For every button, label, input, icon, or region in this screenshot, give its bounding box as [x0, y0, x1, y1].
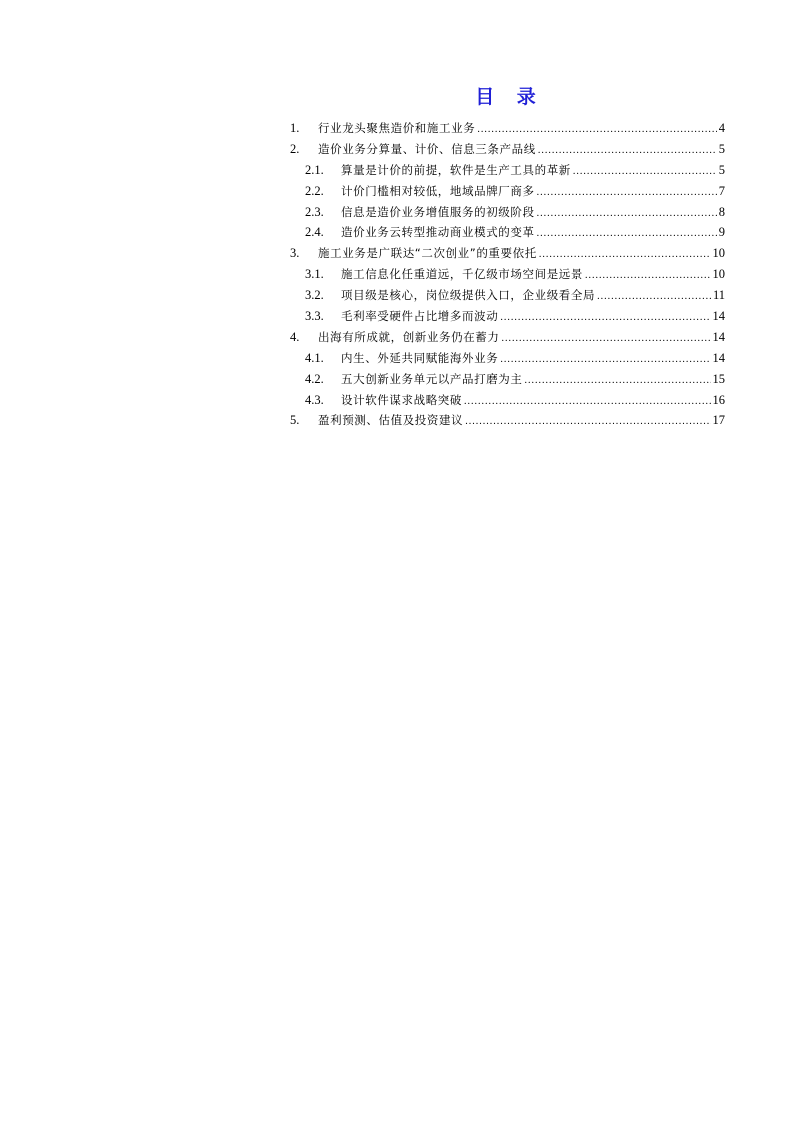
toc-dot-leader [537, 204, 717, 225]
toc-entry-title: 出海有所成就，创新业务仍在蓄力 [318, 329, 500, 344]
toc-entry-page: 14 [712, 309, 725, 324]
toc-dot-leader [597, 287, 711, 308]
toc-entry[interactable] [290, 369, 725, 390]
toc-entry[interactable] [290, 222, 725, 243]
toc-entry[interactable] [290, 285, 725, 306]
toc-entry[interactable] [290, 410, 725, 431]
toc-dot-leader [539, 245, 711, 266]
toc-dot-leader [538, 141, 717, 162]
toc-entry-page: 10 [712, 267, 725, 282]
toc-entry-title: 行业龙头聚焦造价和施工业务 [318, 121, 476, 135]
toc-entry-number: 2. [290, 141, 300, 156]
toc-dot-leader [537, 183, 717, 204]
toc-entry-title: 内生、外延共同赋能海外业务 [341, 350, 499, 365]
toc-dot-leader [477, 120, 716, 141]
toc-title: 目 录 [475, 86, 544, 108]
toc-entry-title: 信息是造价业务增值服务的初级阶段 [341, 204, 535, 219]
toc-entry-number: 3.2. [305, 288, 324, 303]
toc-entry-title: 算量是计价的前提，软件是生产工具的革新 [341, 162, 571, 177]
toc-dot-leader [585, 266, 711, 287]
toc-entry-page: 10 [712, 246, 725, 261]
toc-entry-title: 设计软件谋求战略突破 [341, 392, 462, 407]
toc-entry[interactable] [290, 181, 725, 202]
toc-entry-number: 2.2. [305, 183, 324, 198]
toc-entry[interactable] [290, 264, 725, 285]
toc-entry-title: 计价门槛相对较低，地域品牌厂商多 [341, 183, 535, 198]
toc-entry-number: 4.1. [305, 350, 324, 365]
toc-dot-leader [502, 329, 711, 350]
toc-entry-page: 9 [718, 225, 725, 240]
toc-entry[interactable] [290, 202, 725, 223]
toc-entry-title: 五大创新业务单元以产品打磨为主 [341, 371, 523, 386]
toc-dot-leader [573, 162, 717, 183]
toc-entry[interactable] [290, 118, 725, 139]
toc-entry-number: 4.2. [305, 371, 324, 386]
toc-entry-page: 5 [718, 141, 725, 156]
toc-entry-number: 5. [290, 413, 300, 428]
toc-entry[interactable] [290, 348, 725, 369]
toc-entry-number: 3. [290, 246, 300, 261]
toc-entry-page: 17 [712, 413, 725, 428]
toc-entry-title: 造价业务云转型推动商业模式的变革 [341, 225, 535, 240]
toc-entry-number: 1. [290, 121, 300, 135]
toc-entry-page: 5 [718, 162, 725, 177]
toc-entry-number: 3.1. [305, 267, 324, 282]
toc-dot-leader [537, 224, 717, 245]
toc-entry[interactable] [290, 243, 725, 264]
toc-entry-page: 15 [712, 371, 725, 386]
toc-entry-number: 2.3. [305, 204, 324, 219]
toc-dot-leader [500, 308, 710, 329]
toc-dot-leader [500, 350, 710, 371]
toc-entry[interactable] [290, 139, 725, 160]
toc-entry-number: 2.1. [305, 162, 324, 177]
toc-entry-title: 项目级是核心，岗位级提供入口，企业级看全局 [341, 288, 596, 303]
toc-entry-title: 毛利率受硬件占比增多而波动 [341, 309, 499, 324]
toc-entry-number: 3.3. [305, 309, 324, 324]
toc-dot-leader [464, 392, 711, 413]
toc-entry-page: 11 [712, 288, 725, 303]
toc-entry-title: 施工业务是广联达“二次创业”的重要依托 [318, 246, 537, 261]
table-of-contents [290, 118, 725, 431]
toc-entry-number: 4.3. [305, 392, 324, 407]
toc-entry[interactable] [290, 306, 725, 327]
toc-entry-page: 14 [712, 350, 725, 365]
toc-entry-number: 2.4. [305, 225, 324, 240]
toc-entry[interactable] [290, 160, 725, 181]
toc-entry-number: 4. [290, 329, 300, 344]
toc-dot-leader [525, 371, 711, 392]
toc-entry-title: 盈利预测、估值及投资建议 [318, 413, 464, 428]
toc-entry-page: 8 [718, 204, 725, 219]
toc-dot-leader [465, 412, 710, 433]
toc-entry-page: 16 [712, 392, 725, 407]
toc-entry-title: 施工信息化任重道远，千亿级市场空间是远景 [341, 267, 583, 282]
toc-entry[interactable] [290, 390, 725, 411]
toc-entry-title: 造价业务分算量、计价、信息三条产品线 [318, 141, 536, 156]
toc-entry-page: 14 [712, 329, 725, 344]
toc-entry-page: 7 [718, 183, 725, 198]
toc-entry[interactable] [290, 327, 725, 348]
toc-entry-page: 4 [718, 121, 725, 135]
